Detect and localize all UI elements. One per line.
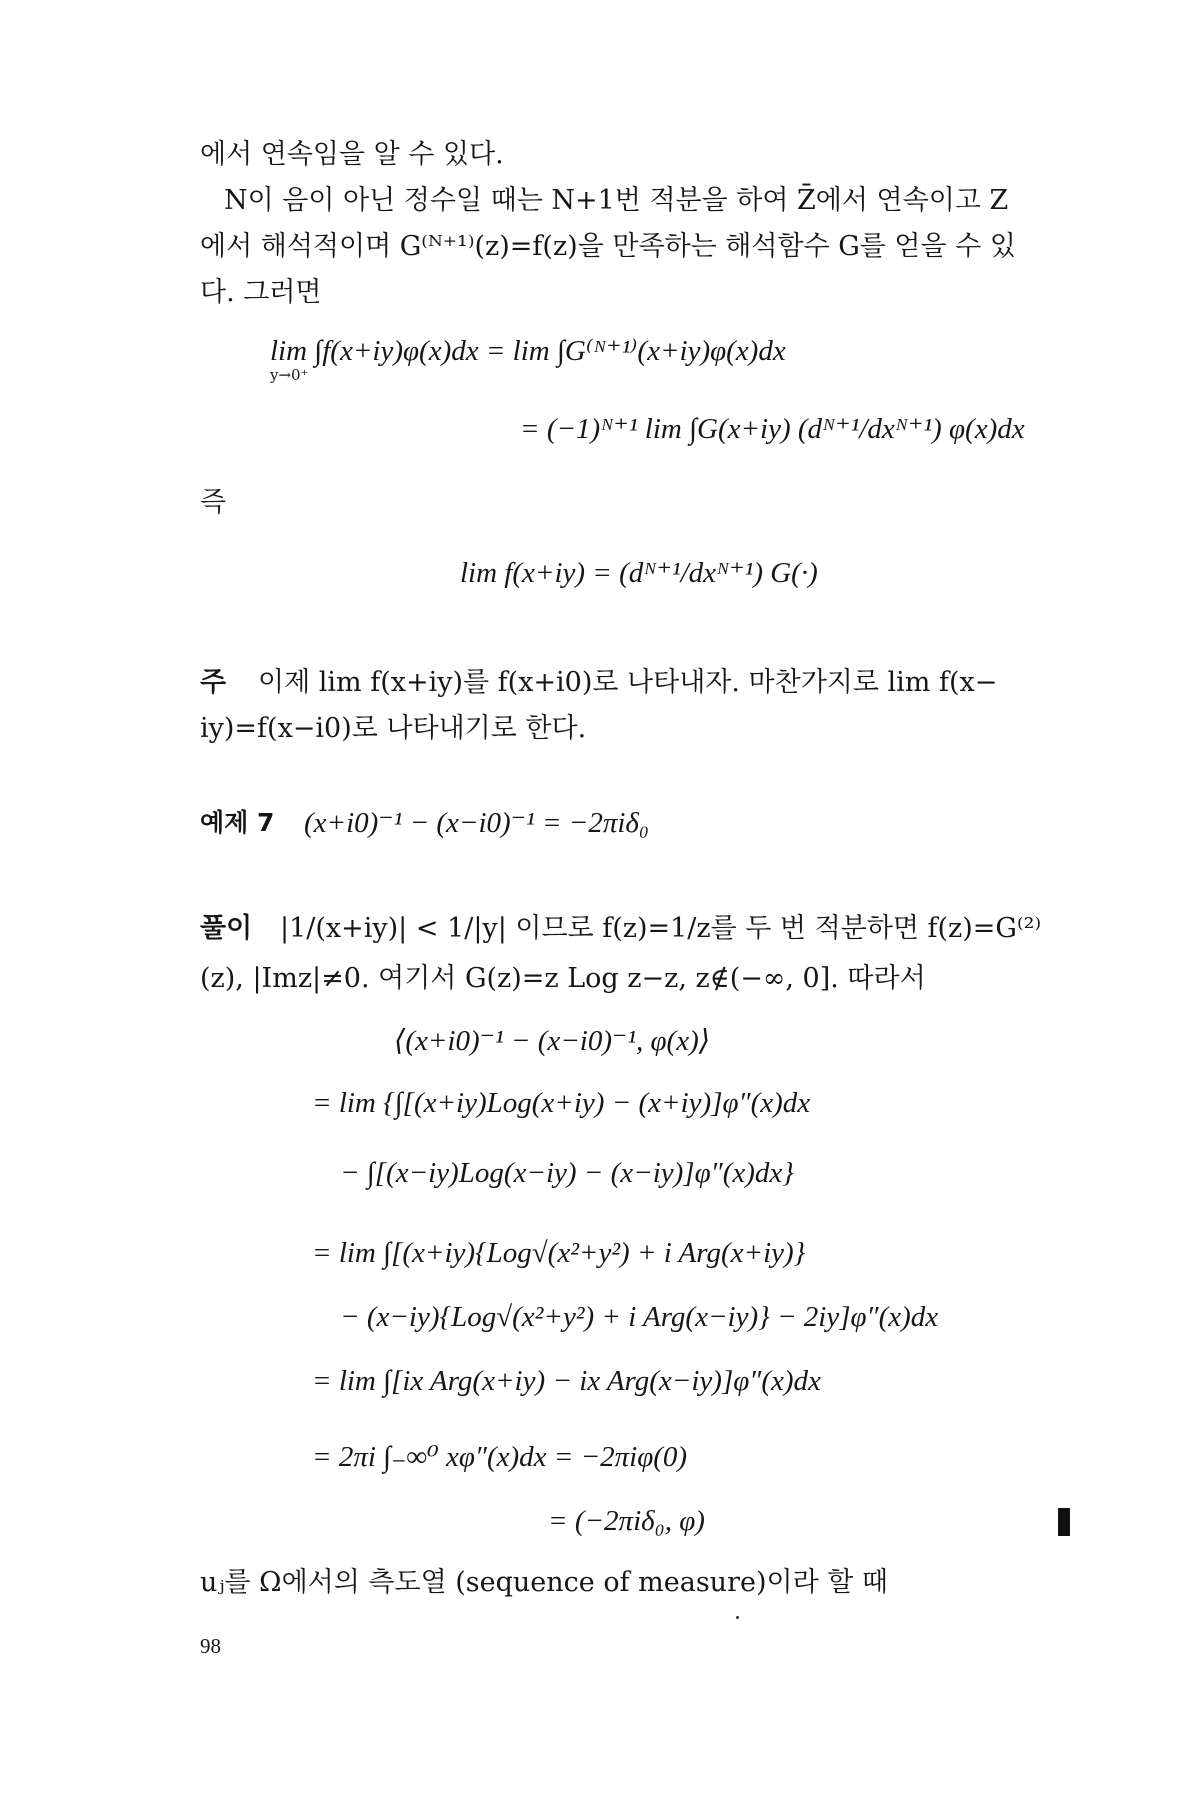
text-line-3: 에서 해석적이며 G⁽ᴺ⁺¹⁾(z)=f(z)을 만족하는 해석함수 G를 얻을 수 있	[200, 231, 1016, 262]
solution-label: 풀이	[200, 913, 253, 944]
note-line-2: iy)=f(x−i0)로 나타내기로 한다.	[200, 713, 587, 744]
step-7: = 2πi ∫₋∞⁰ xφ″(x)dx = −2πiφ(0)	[312, 1441, 688, 1473]
step-2: = lim {∫[(x+iy)Log(x+iy) − (x+iy)]φ″(x)dx	[312, 1087, 811, 1119]
solution-line-1: |1/(x+iy)| < 1/|y| 이므로 f(z)=1/z를 두 번 적분하면 f(z)=G⁽²⁾	[280, 913, 1042, 944]
text-line-4: 다. 그러면	[200, 277, 322, 308]
stray-dot	[736, 1616, 739, 1619]
note-line-1: 이제 lim f(x+iy)를 f(x+i0)로 나타내자. 마찬가지로 lim f(x−	[258, 667, 998, 698]
text-line-2: N이 음이 아닌 정수일 때는 N+1번 적분을 하여 Z̄에서 연속이고 Z	[224, 185, 1009, 216]
equation-1-line-1: lim ∫f(x+iy)φ(x)dx = lim ∫G⁽ᴺ⁺¹⁾(x+iy)φ(x)dx	[270, 335, 786, 367]
page-number: 98	[200, 1634, 221, 1658]
step-5: − (x−iy){Log√(x²+y²) + i Arg(x−iy)} − 2iy]φ″(x)dx	[340, 1301, 939, 1333]
limit-subscript: y→0⁺	[270, 366, 309, 384]
step-1: ⟨(x+i0)⁻¹ − (x−i0)⁻¹, φ(x)⟩	[394, 1025, 711, 1057]
equation-1-line-2: = (−1)ᴺ⁺¹ lim ∫G(x+iy) (dᴺ⁺¹/dxᴺ⁺¹) φ(x)dx	[520, 413, 1025, 445]
step-3: − ∫[(x−iy)Log(x−iy) − (x−iy)]φ″(x)dx}	[340, 1157, 794, 1189]
example-label: 예제 7	[200, 808, 275, 837]
solution-line-2: (z), |Imz|≠0. 여기서 G(z)=z Log z−z, z∉(−∞, 0]. 따라서	[200, 963, 926, 994]
text-jeuk: 즉	[200, 487, 227, 518]
equation-2: lim f(x+iy) = (dᴺ⁺¹/dxᴺ⁺¹) G(·)	[460, 557, 818, 589]
step-6: = lim ∫[ix Arg(x+iy) − ix Arg(x−iy)]φ″(x)dx	[312, 1365, 821, 1397]
step-8: = (−2πiδ₀, φ)	[548, 1505, 705, 1537]
note-label: 주	[200, 667, 227, 698]
example-statement: (x+i0)⁻¹ − (x−i0)⁻¹ = −2πiδ₀	[304, 807, 649, 839]
step-4: = lim ∫[(x+iy){Log√(x²+y²) + i Arg(x+iy)}	[312, 1237, 806, 1269]
last-text-line: uⱼ를 Ω에서의 측도열 (sequence of measure)이라 할 때	[200, 1567, 888, 1598]
end-of-proof-mark	[1058, 1508, 1070, 1536]
text-line-1: 에서 연속임을 알 수 있다.	[200, 139, 504, 170]
